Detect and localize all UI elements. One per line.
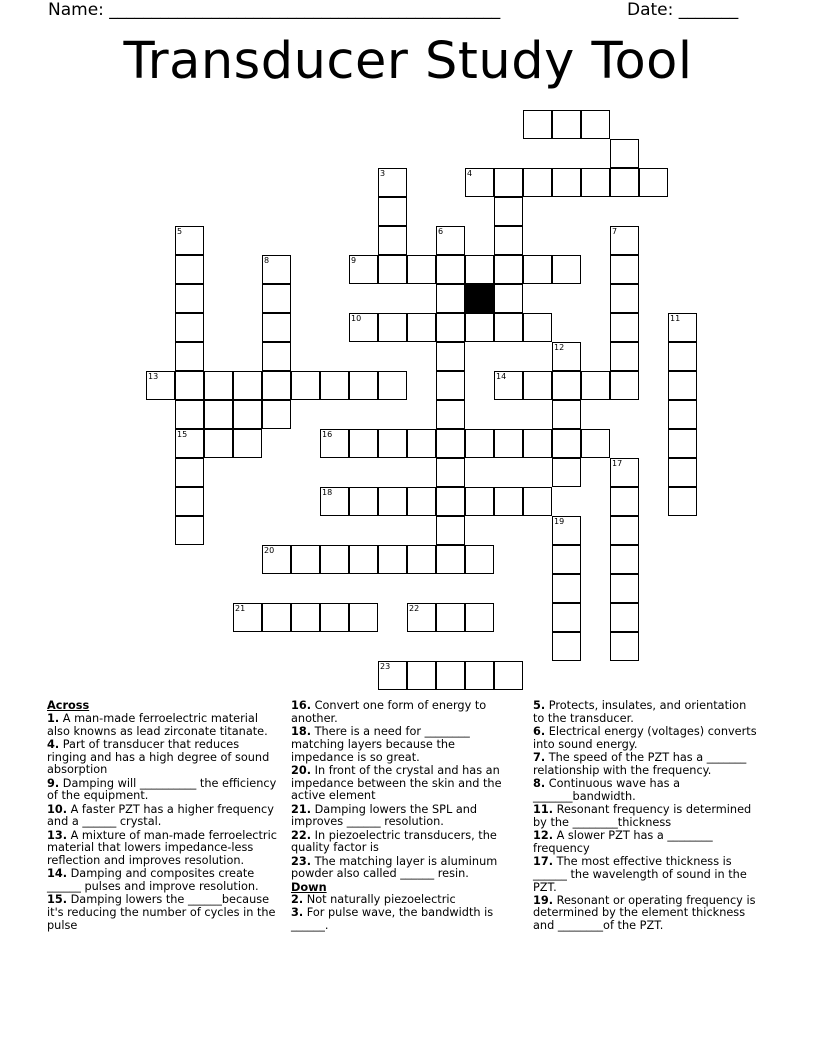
clue-number: 17 — [612, 459, 623, 468]
grid-cell[interactable] — [552, 110, 581, 139]
grid-cell[interactable] — [262, 255, 291, 284]
clue-text: A faster PZT has a higher frequency and a ______ crystal. — [47, 802, 274, 829]
clue-number: 7 — [612, 227, 618, 236]
clue-number: 16 — [322, 430, 333, 439]
grid-cell[interactable] — [262, 545, 291, 574]
grid-cell[interactable] — [523, 255, 552, 284]
grid-cell[interactable] — [349, 313, 378, 342]
grid-cell[interactable] — [494, 284, 523, 313]
grid-cell[interactable] — [262, 313, 291, 342]
grid-cell[interactable] — [436, 487, 465, 516]
clue-item — [533, 895, 761, 933]
grid-cell[interactable] — [349, 429, 378, 458]
grid-cell[interactable] — [494, 429, 523, 458]
grid-cell[interactable] — [175, 284, 204, 313]
grid-cell[interactable] — [233, 400, 262, 429]
grid-cell[interactable] — [378, 197, 407, 226]
grid-cell[interactable] — [494, 197, 523, 226]
clues-column-1 — [47, 700, 279, 933]
clue-text: The most effective thickness is ______ the wavelength of sound in the PZT. — [533, 854, 747, 894]
grid-cell[interactable] — [175, 342, 204, 371]
grid-cell[interactable] — [465, 255, 494, 284]
clue-label: 3. — [291, 906, 304, 920]
grid-cell[interactable] — [552, 516, 581, 545]
clue-number: 6 — [438, 227, 444, 236]
grid-cell[interactable] — [610, 342, 639, 371]
grid-cell[interactable] — [175, 458, 204, 487]
grid-cell[interactable] — [610, 574, 639, 603]
grid-cell[interactable] — [494, 168, 523, 197]
grid-cell[interactable] — [552, 400, 581, 429]
clue-item — [533, 778, 761, 804]
grid-cell[interactable] — [552, 342, 581, 371]
grid-cell[interactable] — [581, 168, 610, 197]
clue-label: 8. — [533, 776, 546, 790]
clue-text: Damping will __________ the efficiency of the equipment. — [47, 776, 277, 803]
grid-cell[interactable] — [610, 458, 639, 487]
grid-cell[interactable] — [320, 487, 349, 516]
date-field: Date: _______ — [627, 0, 739, 20]
clue-label: 15. — [47, 893, 68, 907]
grid-cell[interactable] — [436, 545, 465, 574]
clue-item — [533, 856, 761, 894]
clue-label: 7. — [533, 750, 546, 764]
grid-cell[interactable] — [465, 168, 494, 197]
clue-item — [47, 713, 279, 739]
grid-cell[interactable] — [668, 313, 697, 342]
clue-number: 4 — [467, 169, 473, 178]
grid-cell[interactable] — [668, 458, 697, 487]
clue-item — [291, 700, 521, 726]
grid-cell[interactable] — [320, 545, 349, 574]
clue-text: The speed of the PZT has a _______ relationship with the frequency. — [533, 750, 747, 777]
grid-cell[interactable] — [668, 371, 697, 400]
clue-item — [291, 726, 521, 764]
clue-number: 3 — [380, 169, 386, 178]
grid-cell[interactable] — [552, 632, 581, 661]
clue-item — [47, 830, 279, 868]
grid-cell[interactable] — [320, 603, 349, 632]
grid-cell[interactable] — [581, 371, 610, 400]
clue-text: There is a need for ________ matching layers because the impedance is so great. — [291, 724, 470, 764]
grid-cell[interactable] — [494, 661, 523, 690]
grid-cell[interactable] — [436, 516, 465, 545]
clue-text: A mixture of man-made ferroelectric material that lowers impedance-less reflection and improves resolution. — [47, 828, 277, 868]
grid-cell[interactable] — [610, 313, 639, 342]
clue-number: 20 — [264, 546, 275, 555]
grid-cell[interactable] — [175, 516, 204, 545]
grid-cell[interactable] — [494, 255, 523, 284]
grid-cell[interactable] — [349, 255, 378, 284]
clue-label: 18. — [291, 724, 312, 738]
clue-text: Resonant or operating frequency is determined by the element thickness and ________of the PZT. — [533, 893, 756, 933]
grid-cell[interactable] — [378, 255, 407, 284]
grid-cell[interactable] — [262, 603, 291, 632]
clue-number: 8 — [264, 256, 270, 265]
clue-label: 9. — [47, 776, 60, 790]
clue-label: 10. — [47, 802, 68, 816]
clue-number: 13 — [148, 372, 159, 381]
grid-cell[interactable] — [552, 545, 581, 574]
grid-cell[interactable] — [610, 516, 639, 545]
clues-column-3 — [533, 700, 761, 933]
clue-number: 12 — [554, 343, 565, 352]
across-heading: Across — [47, 699, 90, 712]
clue-item — [291, 830, 521, 856]
clue-item — [533, 804, 761, 830]
name-field: Name: ______________________________________________ — [48, 0, 501, 20]
clue-item — [291, 907, 521, 933]
grid-cell[interactable] — [552, 371, 581, 400]
clues-column-2 — [291, 700, 521, 933]
grid-cell[interactable] — [175, 400, 204, 429]
grid-cell[interactable] — [436, 429, 465, 458]
clue-text: Convert one form of energy to another. — [291, 699, 487, 725]
grid-cell[interactable] — [407, 661, 436, 690]
clue-item — [291, 765, 521, 803]
grid-cell[interactable] — [494, 371, 523, 400]
clue-number: 11 — [670, 314, 681, 323]
grid-cell[interactable] — [610, 371, 639, 400]
clue-label: 14. — [47, 867, 68, 881]
grid-cell[interactable] — [320, 371, 349, 400]
grid-cell[interactable] — [233, 603, 262, 632]
grid-cell[interactable] — [610, 226, 639, 255]
grid-cell[interactable] — [436, 342, 465, 371]
grid-cell[interactable] — [552, 429, 581, 458]
grid-cell[interactable] — [436, 284, 465, 313]
clue-number: 15 — [177, 430, 188, 439]
grid-cell[interactable] — [378, 168, 407, 197]
grid-cell[interactable] — [465, 603, 494, 632]
grid-cell[interactable] — [610, 255, 639, 284]
grid-cell[interactable] — [436, 661, 465, 690]
grid-cell[interactable] — [407, 255, 436, 284]
grid-cell[interactable] — [233, 429, 262, 458]
clue-text: Protects, insulates, and orientation to the transducer. — [533, 699, 747, 725]
grid-cell[interactable] — [494, 487, 523, 516]
grid-cell[interactable] — [610, 545, 639, 574]
grid-cell[interactable] — [349, 603, 378, 632]
grid-cell[interactable] — [436, 371, 465, 400]
clue-text: Damping lowers the ______because it's reducing the number of cycles in the pulse — [47, 893, 276, 932]
clue-text: Electrical energy (voltages) converts into sound energy. — [533, 724, 757, 751]
grid-cell[interactable] — [291, 603, 320, 632]
clue-number: 14 — [496, 372, 507, 381]
clue-number: 19 — [554, 517, 565, 526]
grid-cell[interactable] — [378, 429, 407, 458]
clue-label: 6. — [533, 724, 546, 738]
clue-text: Resonant frequency is determined by the ________thickness — [533, 802, 752, 829]
grid-cell[interactable] — [668, 342, 697, 371]
grid-cell[interactable] — [523, 487, 552, 516]
clue-text: The matching layer is aluminum powder also called ______ resin. — [291, 854, 498, 881]
grid-cell[interactable] — [175, 487, 204, 516]
clue-item — [291, 856, 521, 882]
grid-cell[interactable] — [465, 661, 494, 690]
clue-item — [533, 752, 761, 778]
grid-cell[interactable] — [204, 400, 233, 429]
clue-text: In piezoelectric transducers, the quality factor is — [291, 828, 497, 855]
grid-cell[interactable] — [378, 487, 407, 516]
clue-label: 20. — [291, 763, 312, 777]
clue-item — [291, 804, 521, 830]
grid-cell[interactable] — [523, 429, 552, 458]
clue-item — [47, 868, 279, 894]
grid-cell[interactable] — [465, 429, 494, 458]
grid-cell[interactable] — [494, 313, 523, 342]
grid-cell[interactable] — [610, 284, 639, 313]
grid-cell[interactable] — [349, 487, 378, 516]
grid-cell[interactable] — [523, 168, 552, 197]
grid-cell[interactable] — [436, 313, 465, 342]
page-title: Transducer Study Tool — [123, 32, 693, 91]
clue-label: 2. — [291, 893, 304, 907]
down-heading: Down — [291, 880, 327, 894]
clue-text: A slower PZT has a ________ frequency — [533, 828, 713, 855]
clue-text: Damping and composites create ______ pulses and improve resolution. — [47, 867, 259, 894]
grid-cell[interactable] — [349, 371, 378, 400]
clue-label: 19. — [533, 893, 554, 907]
grid-cell[interactable] — [378, 545, 407, 574]
clue-label: 16. — [291, 699, 312, 712]
clue-text: Continuous wave has a _______bandwidth. — [533, 776, 681, 803]
clue-number: 5 — [177, 227, 183, 236]
grid-cell[interactable] — [349, 545, 378, 574]
clue-number: 23 — [380, 662, 391, 671]
clue-label: 1. — [47, 711, 60, 725]
clue-item — [533, 700, 761, 726]
grid-cell[interactable] — [175, 371, 204, 400]
clue-label: 12. — [533, 828, 554, 842]
grid-cell[interactable] — [262, 342, 291, 371]
grid-cell[interactable] — [175, 429, 204, 458]
clue-item — [47, 804, 279, 830]
grid-cell[interactable] — [581, 429, 610, 458]
grid-cell[interactable] — [610, 168, 639, 197]
grid-cell[interactable] — [262, 400, 291, 429]
grid-cell[interactable] — [320, 429, 349, 458]
grid-cell[interactable] — [465, 545, 494, 574]
grid-cell[interactable] — [378, 226, 407, 255]
clue-number: 18 — [322, 488, 333, 497]
black-square — [465, 284, 494, 313]
clue-label: 5. — [533, 699, 546, 712]
clue-label: 17. — [533, 854, 554, 868]
clue-text: Part of transducer that reduces ringing and has a high degree of sound absorption — [47, 737, 270, 777]
grid-cell[interactable] — [552, 458, 581, 487]
grid-cell[interactable] — [407, 487, 436, 516]
grid-cell[interactable] — [436, 226, 465, 255]
grid-cell[interactable] — [436, 603, 465, 632]
clue-label: 22. — [291, 828, 312, 842]
grid-cell[interactable] — [494, 226, 523, 255]
grid-cell[interactable] — [668, 487, 697, 516]
clue-number: 22 — [409, 604, 420, 613]
clue-label: 11. — [533, 802, 554, 816]
grid-cell[interactable] — [552, 603, 581, 632]
grid-cell[interactable] — [465, 487, 494, 516]
grid-cell[interactable] — [436, 400, 465, 429]
clue-item — [533, 830, 761, 856]
grid-cell[interactable] — [146, 371, 175, 400]
grid-cell[interactable] — [204, 429, 233, 458]
grid-cell[interactable] — [552, 255, 581, 284]
grid-cell[interactable] — [523, 371, 552, 400]
grid-cell[interactable] — [407, 429, 436, 458]
grid-cell[interactable] — [523, 313, 552, 342]
clue-number: 10 — [351, 314, 362, 323]
grid-cell[interactable] — [610, 487, 639, 516]
grid-cell[interactable] — [291, 545, 320, 574]
grid-cell[interactable] — [639, 168, 668, 197]
grid-cell[interactable] — [610, 139, 639, 168]
grid-cell[interactable] — [175, 226, 204, 255]
grid-cell[interactable] — [552, 168, 581, 197]
grid-cell[interactable] — [407, 545, 436, 574]
clue-item — [47, 739, 279, 777]
grid-cell[interactable] — [523, 110, 552, 139]
grid-cell[interactable] — [378, 371, 407, 400]
clue-text: In front of the crystal and has an impedance between the skin and the active element — [291, 763, 502, 803]
clue-item — [291, 894, 521, 907]
grid-cell[interactable] — [668, 429, 697, 458]
grid-cell[interactable] — [465, 313, 494, 342]
grid-cell[interactable] — [552, 574, 581, 603]
grid-cell[interactable] — [581, 110, 610, 139]
clue-number: 9 — [351, 256, 357, 265]
grid-cell[interactable] — [610, 603, 639, 632]
grid-cell[interactable] — [610, 632, 639, 661]
clue-label: 23. — [291, 854, 312, 868]
grid-cell[interactable] — [175, 255, 204, 284]
clue-text: Damping lowers the SPL and improves ______ resolution. — [291, 802, 478, 829]
grid-cell[interactable] — [378, 313, 407, 342]
clue-label: 21. — [291, 802, 312, 816]
grid-cell[interactable] — [407, 313, 436, 342]
grid-cell[interactable] — [436, 255, 465, 284]
clue-item — [47, 894, 279, 932]
clue-label: 4. — [47, 737, 60, 751]
grid-cell[interactable] — [204, 371, 233, 400]
clue-label: 13. — [47, 828, 68, 842]
grid-cell[interactable] — [407, 603, 436, 632]
grid-cell[interactable] — [291, 371, 320, 400]
clue-text: For pulse wave, the bandwidth is ______. — [291, 906, 494, 933]
grid-cell[interactable] — [262, 284, 291, 313]
grid-cell[interactable] — [233, 371, 262, 400]
clue-number: 21 — [235, 604, 246, 613]
clue-item — [533, 726, 761, 752]
grid-cell[interactable] — [436, 458, 465, 487]
clue-text: A man-made ferroelectric material also knowns as lead zirconate titanate. — [47, 711, 268, 738]
clue-text: Not naturally piezoelectric — [303, 893, 456, 907]
grid-cell[interactable] — [175, 313, 204, 342]
grid-cell[interactable] — [378, 661, 407, 690]
grid-cell[interactable] — [668, 400, 697, 429]
grid-cell[interactable] — [262, 371, 291, 400]
clue-item — [47, 778, 279, 804]
